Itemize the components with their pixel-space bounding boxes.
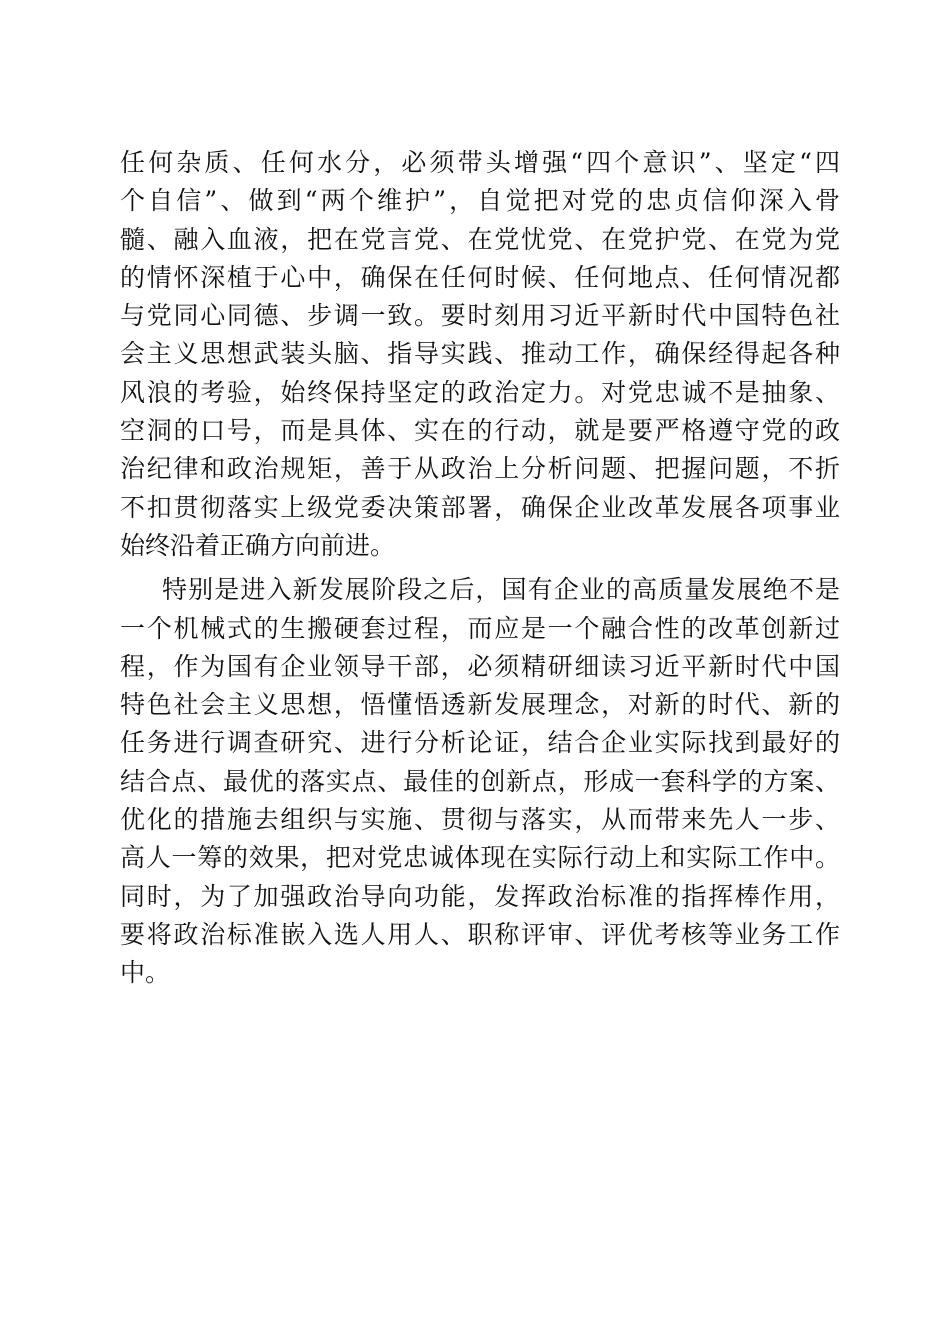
- text-line: 髓、融入血液，把在党言党、在党忧党、在党护党、在党为党: [120, 224, 840, 254]
- text-line: 任务进行调查研究、进行分析论证，结合企业实际找到最好的: [120, 728, 840, 758]
- text-line: 高人一筹的效果，把对党忠诚体现在实际行动上和实际工作中。: [120, 843, 840, 873]
- text-line: 会主义思想武装头脑、指导实践、推动工作，确保经得起各种: [120, 339, 840, 369]
- text-line: 的情怀深植于心中，确保在任何时候、任何地点、任何情况都: [120, 262, 840, 292]
- text-line: 特色社会主义思想，悟懂悟透新发展理念，对新的时代、新的: [120, 690, 840, 720]
- document-body: [120, 144, 840, 993]
- text-line: 个自信”、做到“两个维护”，自觉把对党的忠贞信仰深入骨: [120, 186, 840, 216]
- text-line: 一个机械式的生搬硬套过程，而应是一个融合性的改革创新过: [120, 613, 840, 643]
- text-line: 要将政治标准嵌入选人用人、职称评审、评优考核等业务工作: [120, 919, 840, 949]
- text-line: 优化的措施去组织与实施、贯彻与落实，从而带来先人一步、: [120, 805, 840, 835]
- paragraph-2: [120, 571, 840, 992]
- text-line: 同时，为了加强政治导向功能，发挥政治标准的指挥棒作用，: [120, 881, 840, 911]
- text-line: 空洞的口号，而是具体、实在的行动，就是要严格遵守党的政: [120, 416, 840, 446]
- text-line: 中。: [120, 958, 171, 988]
- text-line: 特别是进入新发展阶段之后，国有企业的高质量发展绝不是: [162, 575, 840, 605]
- text-line: 程，作为国有企业领导干部，必须精研细读习近平新时代中国: [120, 651, 840, 681]
- text-line: 治纪律和政治规矩，善于从政治上分析问题、把握问题，不折: [120, 454, 840, 484]
- text-line: 任何杂质、任何水分，必须带头增强“四个意识”、坚定“四: [120, 148, 840, 177]
- text-line: 风浪的考验，始终保持坚定的政治定力。对党忠诚不是抽象、: [120, 377, 840, 407]
- paragraph-1: [120, 144, 840, 565]
- text-line: 结合点、最优的落实点、最佳的创新点，形成一套科学的方案、: [120, 766, 840, 796]
- text-line: 与党同心同德、步调一致。要时刻用习近平新时代中国特色社: [120, 301, 840, 331]
- text-line: 始终沿着正确方向前进。: [120, 530, 396, 560]
- text-line: 不扣贯彻落实上级党委决策部署，确保企业改革发展各项事业: [120, 492, 840, 522]
